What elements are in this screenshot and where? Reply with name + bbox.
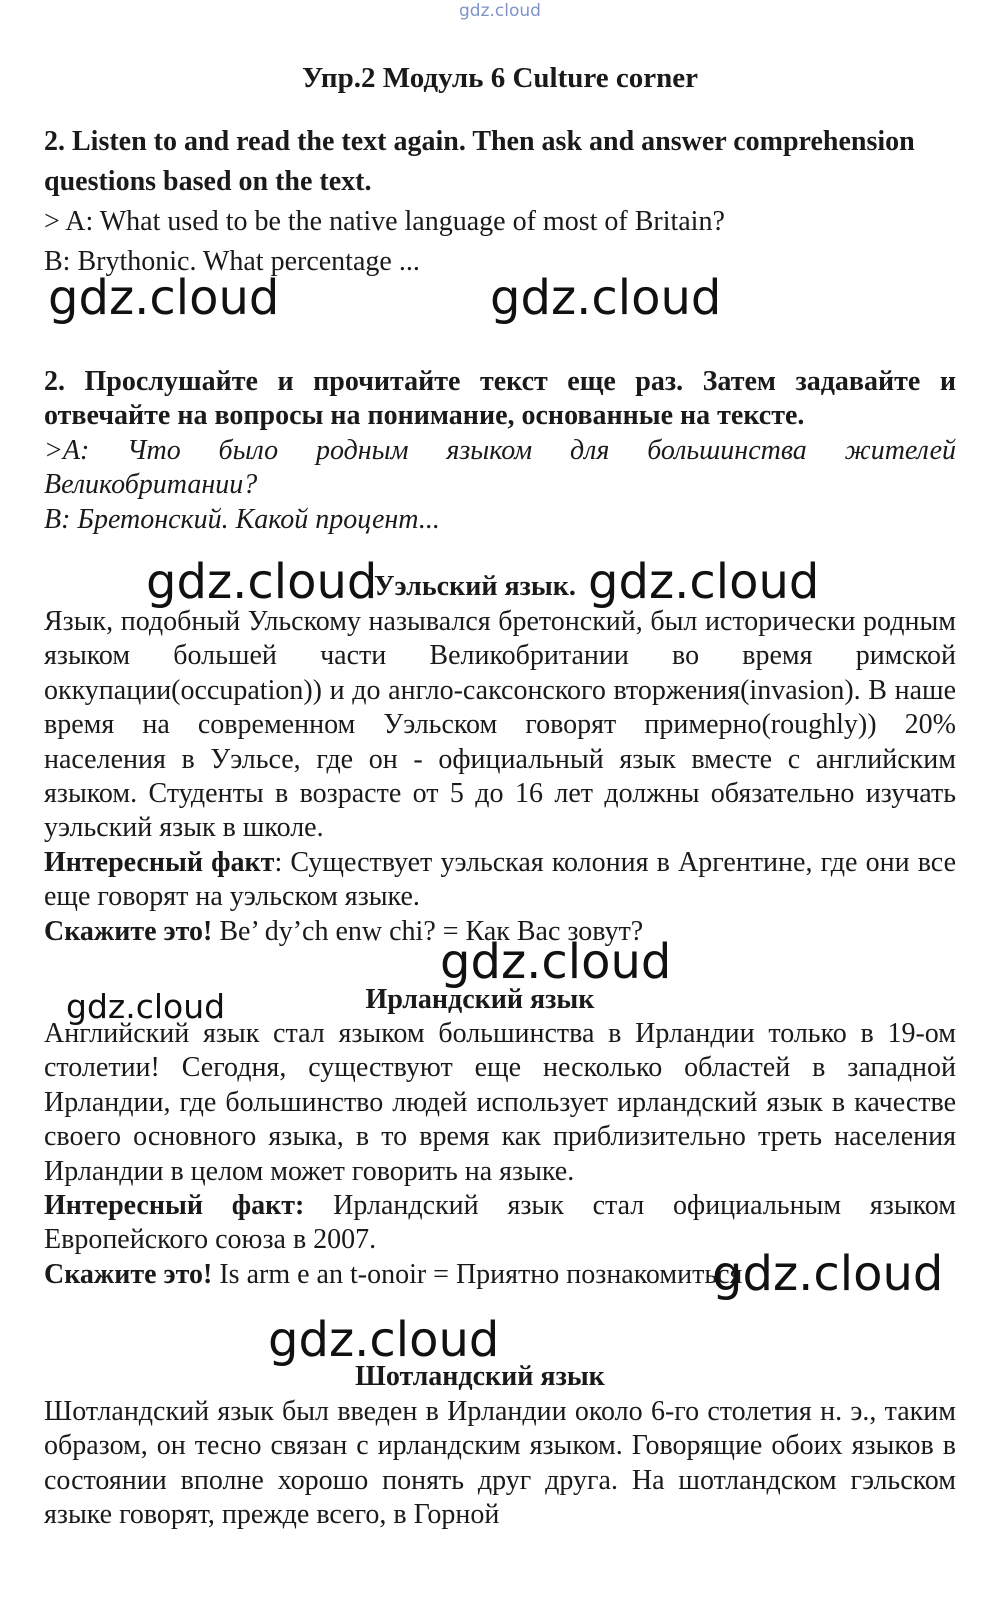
say-it-text: Be’ dy’ch enw chi? = Как Вас зовут? [212, 915, 644, 947]
page-title: Упр.2 Модуль 6 Culture corner [302, 62, 698, 94]
scottish-heading: Шотландский язык [355, 1361, 605, 1392]
watermark-top: gdz.cloud [459, 1, 541, 21]
watermark: gdz.cloud [490, 270, 722, 326]
fact-text: : Существует уэльская колония в Аргентине, где они все еще говорят на уэльском языке. [44, 846, 956, 913]
english-section [44, 122, 956, 282]
watermark: gdz.cloud [712, 1246, 944, 1302]
fact-label: Интересный факт: [44, 1190, 305, 1222]
english-instruction: 2. Listen to and read the text again. Then ask and answer comprehension questions based on the text. [44, 126, 915, 197]
fact-text: Ирландский язык стал официальным языком Европейского союза в 2007. [44, 1190, 956, 1256]
scottish-section [44, 1395, 956, 1533]
watermark: gdz.cloud [588, 554, 820, 610]
russian-section [44, 365, 956, 537]
russian-instruction: 2. Прослушайте и прочитайте текст еще раз. Затем задавайте и отвечайте на вопросы на понимание, основанные на тексте. [44, 366, 956, 432]
welsh-fact [44, 846, 956, 915]
english-line-b: B: Brythonic. What percentage ... [44, 246, 420, 277]
say-it-label: Скажите это! [44, 1258, 213, 1290]
irish-paragraph: Английский язык стал языком большинства в Ирландии только в 19-ом столетии! Сегодня, существуют еще несколько областей в западной Ирландии, где большинство людей использует ирландский язык в качестве своего основного языка, в то время как приблизительно треть населения Ирландии в целом может говорить на языке. [44, 1018, 956, 1187]
fact-label: Интересный факт [44, 846, 275, 878]
watermark: gdz.cloud [48, 270, 280, 326]
irish-heading: Ирландский язык [365, 984, 595, 1015]
scottish-paragraph: Шотландский язык был введен в Ирландии около 6-го столетия н. э., таким образом, он тесно связан с ирландским языком. Говорящие обоих языков в состоянии вполне хорошо понять друг друга. На шотландском гэльском языке говорят, прежде всего, в Горной [44, 1396, 956, 1531]
say-it-label: Скажите это! [44, 915, 213, 947]
welsh-paragraph: Язык, подобный Ульскому назывался бретонский, был исторически родным языком большей части Великобритании во время римской оккупации(occupation)) и до англо-саксонского вторжения(invasion). В наше время на современном Уэльском говорят примерно(roughly)) 20% населения в Уэльсе, где он - официальный язык вместе с английским языком. Студенты в возрасте от 5 до 16 лет должны обязательно изучать уэльский язык в школе. [44, 606, 956, 844]
welsh-heading: Уэльский язык. [374, 571, 576, 602]
watermark: gdz.cloud [268, 1312, 500, 1368]
russian-line-a: >А: Что было родным языком для большинства жителей Великобритании? [44, 434, 956, 501]
watermark: gdz.cloud [440, 934, 672, 990]
watermark: gdz.cloud [66, 987, 226, 1026]
watermark: gdz.cloud [146, 554, 378, 610]
russian-line-b: В: Бретонский. Какой процент... [44, 503, 440, 535]
welsh-section [44, 605, 956, 949]
english-line-a: > A: What used to be the native language of most of Britain? [44, 206, 725, 237]
say-it-text: Is arm e an t-onoir = Приятно познакомиться [212, 1258, 743, 1290]
